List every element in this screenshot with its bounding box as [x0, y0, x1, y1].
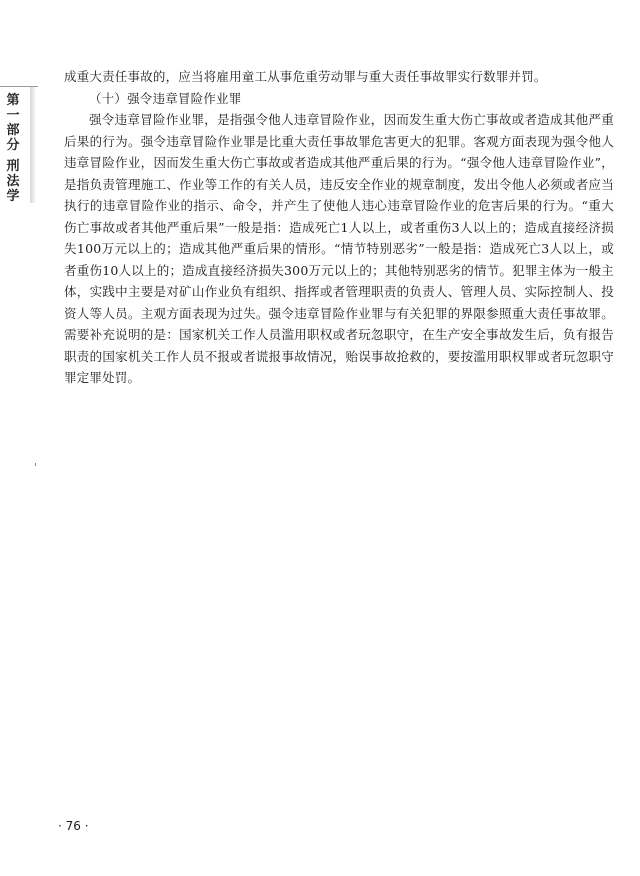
page-number: · 76 ·	[58, 819, 89, 833]
part-label: 第一部分	[6, 93, 20, 153]
page-content	[64, 66, 614, 389]
scan-speck	[35, 463, 36, 466]
chapter-side-tab	[0, 86, 38, 205]
section-heading: （十）强令违章冒险作业罪	[89, 90, 242, 106]
lead-paragraph: 成重大责任事故的，应当将雇用童工从事危重劳动罪与重大责任事故罪实行数罪并罚。	[64, 69, 547, 84]
side-tab-bar	[30, 87, 35, 203]
subject-label: 刑法学	[6, 159, 20, 204]
body-paragraph: 强令违章冒险作业罪，是指强令他人违章冒险作业，因而发生重大伤亡事故或者造成其他严重后果的行为。强令违章冒险作业罪是比重大责任事故罪危害更大的犯罪。客观方面表现为强令他人违章冒险作业，因而发生重大伤亡事故或者造成其他严重后果的行为。“强令他人违章冒险作业”，是指负责管理施工、作业等工作的有关人员，违反安全作业的规章制度，发出令他人必须或者应当执行的违章冒险作业的指示、命令，并产生了使他人违心违章冒险作业的危害后果的行为。“重大伤亡事故或者其他严重后果”一般是指：造成死亡1人以上，或者重伤3人以上的；造成直接经济损失100万元以上的；造成其他严重后果的情形。“情节特别恶劣”一般是指：造成死亡3人以上，或者重伤10人以上的；造成直接经济损失300万元以上的；其他特别恶劣的情节。犯罪主体为一般主体，实践中主要是对矿山作业负有组织、指挥或者管理职责的负责人、管理人员、实际控制人、投资人等人员。主观方面表现为过失。强令违章冒险作业罪与有关犯罪的界限参照重大责任事故罪。需要补充说明的是：国家机关工作人员滥用职权或者玩忽职守，在生产安全事故发生后，负有报告职责的国家机关工作人员不报或者谎报事故情况，贻误事故抢救的，要按滥用职权罪或者玩忽职守罪定罪处罚。	[64, 112, 614, 385]
